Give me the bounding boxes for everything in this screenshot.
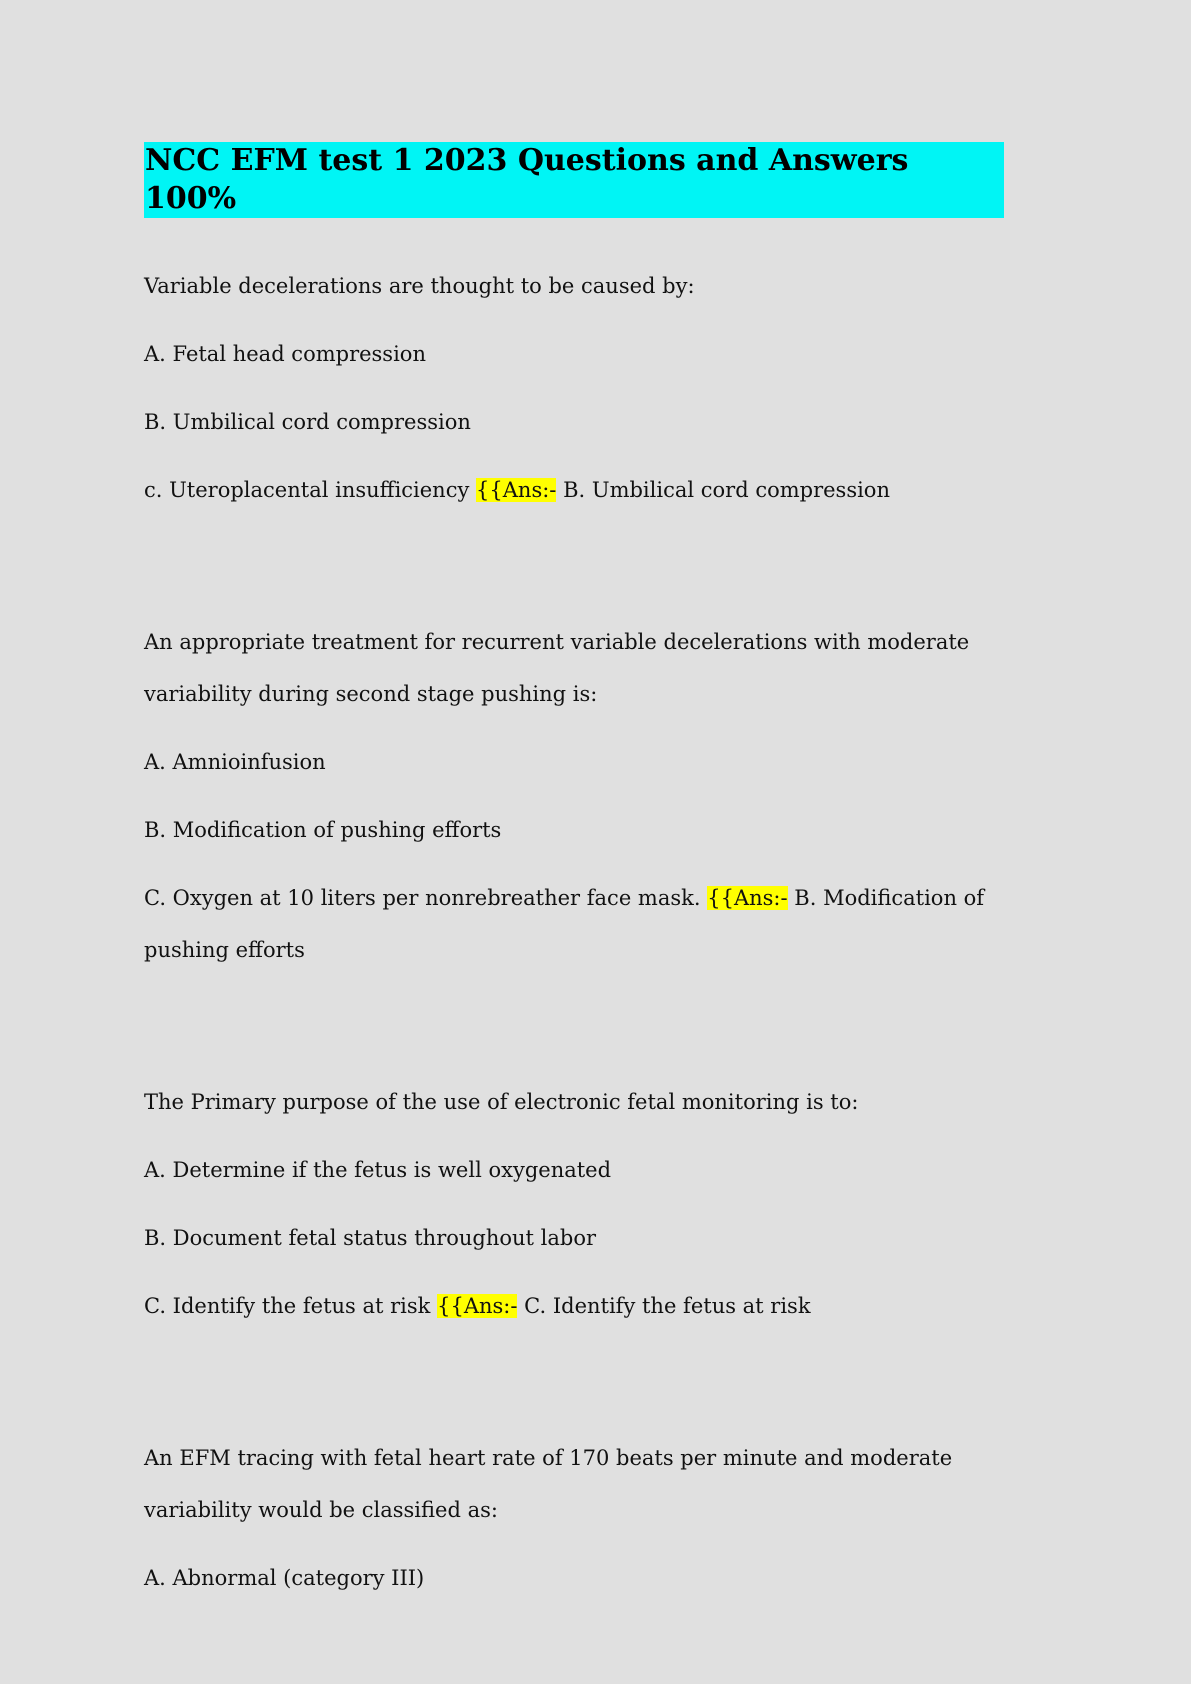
question-text: An EFM tracing with fetal heart rate of 170 beats per minute and moderate variability would be classified as: [144, 1446, 953, 1522]
question-block [144, 616, 1004, 976]
answer-option-with-answer [144, 1280, 1004, 1332]
question-block [144, 1076, 1004, 1332]
option-text: c. Uteroplacental insufficiency [144, 478, 470, 502]
answer-option: B. Umbilical cord compression [144, 410, 471, 434]
answer-option: A. Abnormal (category III) [144, 1566, 425, 1590]
answer-option: A. Determine if the fetus is well oxygenated [144, 1158, 612, 1182]
answer-marker: {{Ans:- [437, 1294, 518, 1318]
answer-option: A. Fetal head compression [144, 342, 426, 366]
answer-marker: {{Ans:- [476, 478, 557, 502]
answer-option-with-answer [144, 872, 1004, 976]
correct-answer: B. Umbilical cord compression [563, 478, 890, 502]
answer-marker: {{Ans:- [707, 886, 788, 910]
spacer [144, 532, 1004, 616]
question-text: An appropriate treatment for recurrent variable decelerations with moderate variability during second stage pushing is: [144, 630, 970, 706]
correct-answer: B. Modification of pushing efforts [144, 886, 985, 962]
question-text: Variable decelerations are thought to be caused by: [144, 274, 695, 298]
question-text: The Primary purpose of the use of electronic fetal monitoring is to: [144, 1090, 859, 1114]
spacer [144, 1348, 1004, 1432]
spacer [144, 992, 1004, 1076]
question-block [144, 260, 1004, 516]
answer-option-with-answer [144, 464, 1004, 516]
question-block [144, 1432, 1004, 1604]
answer-option: B. Document fetal status throughout labor [144, 1226, 597, 1250]
document-title: NCC EFM test 1 2023 Questions and Answers 100% [144, 142, 1004, 218]
answer-option: B. Modification of pushing efforts [144, 818, 502, 842]
correct-answer: C. Identify the fetus at risk [524, 1294, 811, 1318]
answer-option: A. Amnioinfusion [144, 750, 326, 774]
option-text: C. Identify the fetus at risk [144, 1294, 431, 1318]
option-text: C. Oxygen at 10 liters per nonrebreather face mask. [144, 886, 701, 910]
document-page [144, 142, 1004, 1620]
